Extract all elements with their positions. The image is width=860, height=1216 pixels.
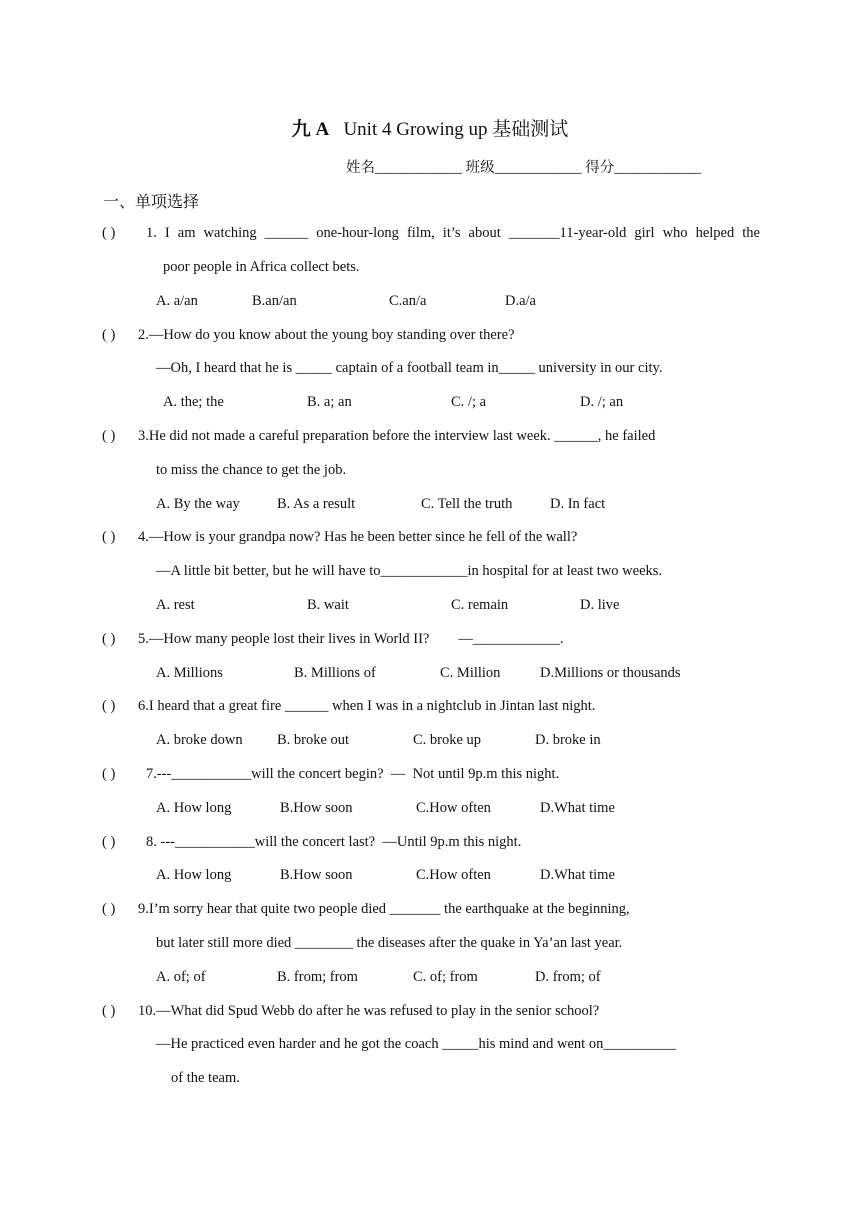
answer-paren: ( ) bbox=[102, 698, 116, 714]
option-a: A. Millions bbox=[156, 665, 223, 681]
option-b: B. a; an bbox=[307, 394, 352, 410]
question-text: 9.I’m sorry hear that quite two people died _______ the earthquake at the beginning, bbox=[138, 901, 630, 917]
option-c: C.an/a bbox=[389, 293, 427, 309]
student-info-line: 姓名____________ 班级____________ 得分____________ bbox=[346, 160, 702, 176]
option-a: A. of; of bbox=[156, 969, 206, 985]
option-d: D. broke in bbox=[535, 732, 601, 748]
option-a: A. a/an bbox=[156, 293, 198, 309]
option-c: C. remain bbox=[451, 597, 509, 613]
question-text: 10.—What did Spud Webb do after he was refused to play in the senior school? bbox=[138, 1003, 600, 1019]
option-c: C. /; a bbox=[451, 394, 487, 410]
option-b: B. As a result bbox=[277, 496, 356, 512]
option-b: B.an/an bbox=[252, 293, 297, 309]
question-text: —A little bit better, but he will have to____________in hospital for at least two weeks. bbox=[156, 563, 663, 579]
option-b: B. broke out bbox=[277, 732, 350, 748]
option-d: D.a/a bbox=[505, 293, 536, 309]
title-bold: 九 A bbox=[291, 119, 330, 140]
option-a: A. By the way bbox=[156, 496, 240, 512]
question-text: —He practiced even harder and he got the coach _____his mind and went on__________ bbox=[156, 1036, 676, 1052]
answer-paren: ( ) bbox=[102, 901, 116, 917]
option-a: A. How long bbox=[156, 867, 232, 883]
question-text: to miss the chance to get the job. bbox=[156, 462, 347, 478]
option-c: C. Million bbox=[440, 665, 501, 681]
answer-paren: ( ) bbox=[102, 529, 116, 545]
option-d: D. live bbox=[580, 597, 620, 613]
question-text: 2.—How do you know about the young boy standing over there? bbox=[138, 327, 515, 343]
option-b: B.How soon bbox=[280, 800, 353, 816]
option-a: A. rest bbox=[156, 597, 195, 613]
answer-paren: ( ) bbox=[102, 631, 116, 647]
option-c: C. Tell the truth bbox=[421, 496, 513, 512]
option-b: B.How soon bbox=[280, 867, 353, 883]
answer-paren: ( ) bbox=[102, 225, 116, 241]
option-c: C.How often bbox=[416, 800, 491, 816]
question-text: —Oh, I heard that he is _____ captain of a football team in_____ university in our city. bbox=[156, 360, 663, 376]
option-b: B. wait bbox=[307, 597, 349, 613]
option-d: D. /; an bbox=[580, 394, 624, 410]
answer-paren: ( ) bbox=[102, 834, 116, 850]
question-text: 5.—How many people lost their lives in World II? —____________. bbox=[138, 631, 564, 647]
section-title: 一、单项选择 bbox=[103, 194, 200, 211]
option-c: C.How often bbox=[416, 867, 491, 883]
option-b: B. from; from bbox=[277, 969, 358, 985]
option-d: D.What time bbox=[540, 800, 615, 816]
option-b: B. Millions of bbox=[294, 665, 376, 681]
answer-paren: ( ) bbox=[102, 1003, 116, 1019]
option-a: A. How long bbox=[156, 800, 232, 816]
page-title bbox=[0, 114, 860, 141]
answer-paren: ( ) bbox=[102, 766, 116, 782]
option-c: C. broke up bbox=[413, 732, 482, 748]
option-d: D.Millions or thousands bbox=[540, 665, 681, 681]
question-text: poor people in Africa collect bets. bbox=[163, 259, 360, 275]
question-text: 4.—How is your grandpa now? Has he been better since he fell of the wall? bbox=[138, 529, 578, 545]
option-d: D.What time bbox=[540, 867, 615, 883]
question-text: 7.---___________will the concert begin? — Not until 9p.m this night. bbox=[146, 766, 560, 782]
option-a: A. broke down bbox=[156, 732, 243, 748]
option-d: D. from; of bbox=[535, 969, 601, 985]
question-text: 1. I am watching ______ one-hour-long film, it’s about _______11-year-old girl who helped the bbox=[146, 225, 760, 241]
answer-paren: ( ) bbox=[102, 428, 116, 444]
question-text: of the team. bbox=[171, 1070, 240, 1086]
answer-paren: ( ) bbox=[102, 327, 116, 343]
question-text: 3.He did not made a careful preparation before the interview last week. ______, he failed bbox=[138, 428, 656, 444]
question-text: 6.I heard that a great fire ______ when I was in a nightclub in Jintan last night. bbox=[138, 698, 596, 714]
question-text: but later still more died ________ the diseases after the quake in Ya’an last year. bbox=[156, 935, 623, 951]
question-text: 8. ---___________will the concert last? —Until 9p.m this night. bbox=[146, 834, 522, 850]
option-d: D. In fact bbox=[550, 496, 606, 512]
option-a: A. the; the bbox=[163, 394, 224, 410]
option-c: C. of; from bbox=[413, 969, 478, 985]
title-rest: Unit 4 Growing up 基础测试 bbox=[343, 119, 569, 140]
